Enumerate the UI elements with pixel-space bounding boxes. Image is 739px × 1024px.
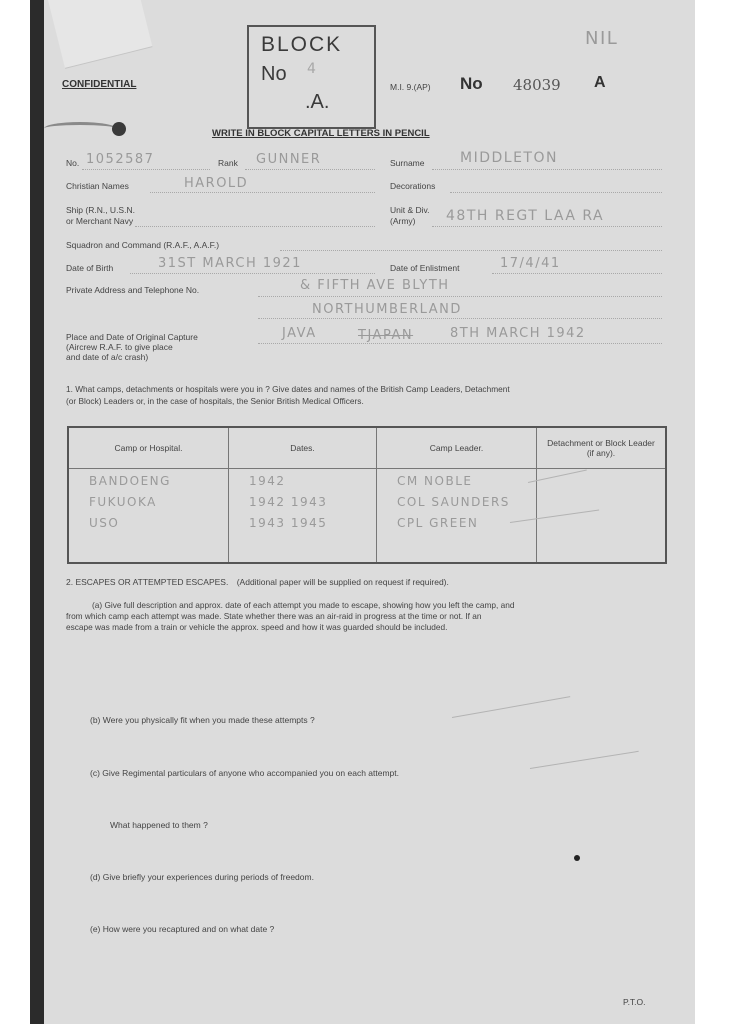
capture-label-3: and date of a/c crash) <box>66 352 149 362</box>
question-2a-line-2: from which camp each attempt was made. State whether there was an air-raid in progress at the time or not. If an <box>66 611 482 621</box>
squadron-label: Squadron and Command (R.A.F., A.A.F.) <box>66 240 220 250</box>
ship-label-2: or Merchant Navy <box>66 216 134 226</box>
block-stamp <box>247 25 376 129</box>
question-2c-followup: What happened to them ? <box>110 820 208 830</box>
question-2c: (c) Give Regimental particulars of anyone who accompanied you on each attempt. <box>90 768 399 778</box>
rank-label: Rank <box>218 158 238 168</box>
address-line-1: & FIFTH AVE BLYTH <box>300 278 450 293</box>
header-camp: Camp or Hospital. <box>68 427 229 469</box>
enlistment-label: Date of Enlistment <box>390 263 460 273</box>
dates-cell: 1942 1943 <box>249 495 328 509</box>
confidential-label: CONFIDENTIAL <box>62 79 137 90</box>
question-2d: (d) Give briefly your experiences during periods of freedom. <box>90 872 314 882</box>
pto-label: P.T.O. <box>623 997 646 1007</box>
question-1-line-1: 1. What camps, detachments or hospitals were you in ? Give dates and names of the British Camp Leaders, Detachment <box>66 384 510 394</box>
header-dates: Dates. <box>229 427 377 469</box>
question-2e: (e) How were you recaptured and on what date ? <box>90 924 275 934</box>
form-no-label: No <box>460 74 483 93</box>
question-1-line-2: (or Block) Leaders or, in the case of hospitals, the Senior British Medical Officers. <box>66 396 364 406</box>
leader-cell: CPL GREEN <box>397 516 479 530</box>
block-letter: .A. <box>305 91 330 113</box>
block-title: BLOCK <box>261 33 343 56</box>
dates-column <box>229 469 377 564</box>
question-2a-line-3: escape was made from a train or vehicle the approx. speed and how it was guarded should be included. <box>66 622 448 632</box>
camp-cell: FUKUOKA <box>89 495 157 509</box>
capture-label-2: (Aircrew R.A.F. to give place <box>66 342 173 352</box>
ink-dot <box>574 855 580 861</box>
corner-note: NIL <box>585 28 619 49</box>
dates-cell: 1943 1945 <box>249 516 328 530</box>
question-2b: (b) Were you physically fit when you made these attempts ? <box>90 715 315 725</box>
question-2a-line-1: (a) Give full description and approx. date of each attempt you made to escape, showing how you left the camp, and <box>92 600 515 610</box>
question-2-title: 2. ESCAPES OR ATTEMPTED ESCAPES. <box>66 577 229 587</box>
dates-cell: 1942 <box>249 474 286 488</box>
camp-cell: USO <box>89 516 120 530</box>
question-2-note: (Additional paper will be supplied on request if required). <box>236 577 449 587</box>
instruction: WRITE IN BLOCK CAPITAL LETTERS IN PENCIL <box>212 128 430 139</box>
ship-label-1: Ship (R.N., U.S.N. <box>66 205 135 215</box>
tag-string <box>44 122 116 135</box>
unit-label-2: (Army) <box>390 216 416 226</box>
dob-value: 31ST MARCH 1921 <box>158 256 302 271</box>
unit-label-1: Unit & Div. <box>390 205 430 215</box>
leader-cell: CM NOBLE <box>397 474 473 488</box>
block-no-value: 4 <box>307 61 318 77</box>
enlistment-value: 17/4/41 <box>500 256 561 271</box>
capture-date: 8TH MARCH 1942 <box>450 326 586 341</box>
block-no-label: No <box>261 63 287 85</box>
capture-label-1: Place and Date of Original Capture <box>66 332 198 342</box>
address-line-2: NORTHUMBERLAND <box>312 302 462 317</box>
decorations-label: Decorations <box>390 181 436 191</box>
question-2-heading <box>66 577 449 587</box>
header-camp-leader: Camp Leader. <box>377 427 537 469</box>
capture-struck-text: TJAPAN <box>358 328 414 343</box>
no-label: No. <box>66 158 80 168</box>
camps-column <box>68 469 229 564</box>
rank-value: GUNNER <box>256 152 322 167</box>
christian-names-label: Christian Names <box>66 181 129 191</box>
leader-column <box>377 469 537 564</box>
page-left-edge <box>0 0 44 1024</box>
christian-names-value: HAROLD <box>184 176 249 191</box>
camps-table <box>67 426 667 564</box>
unit-value: 48TH REGT LAA RA <box>446 208 605 224</box>
camp-cell: BANDOENG <box>89 474 171 488</box>
header-detachment: Detachment or Block Leader (if any). <box>537 427 667 469</box>
address-label: Private Address and Telephone No. <box>66 285 200 295</box>
dob-label: Date of Birth <box>66 263 114 273</box>
capture-place: JAVA <box>282 326 317 341</box>
surname-label: Surname <box>390 158 425 168</box>
no-value: 1052587 <box>86 152 155 167</box>
form-no-value: 48039 <box>513 76 561 94</box>
leader-cell: COL SAUNDERS <box>397 495 510 509</box>
form-suffix: A <box>594 74 606 91</box>
surname-value: MIDDLETON <box>460 150 558 166</box>
punch-hole <box>112 122 126 136</box>
mi-label: M.I. 9.(AP) <box>390 82 431 92</box>
